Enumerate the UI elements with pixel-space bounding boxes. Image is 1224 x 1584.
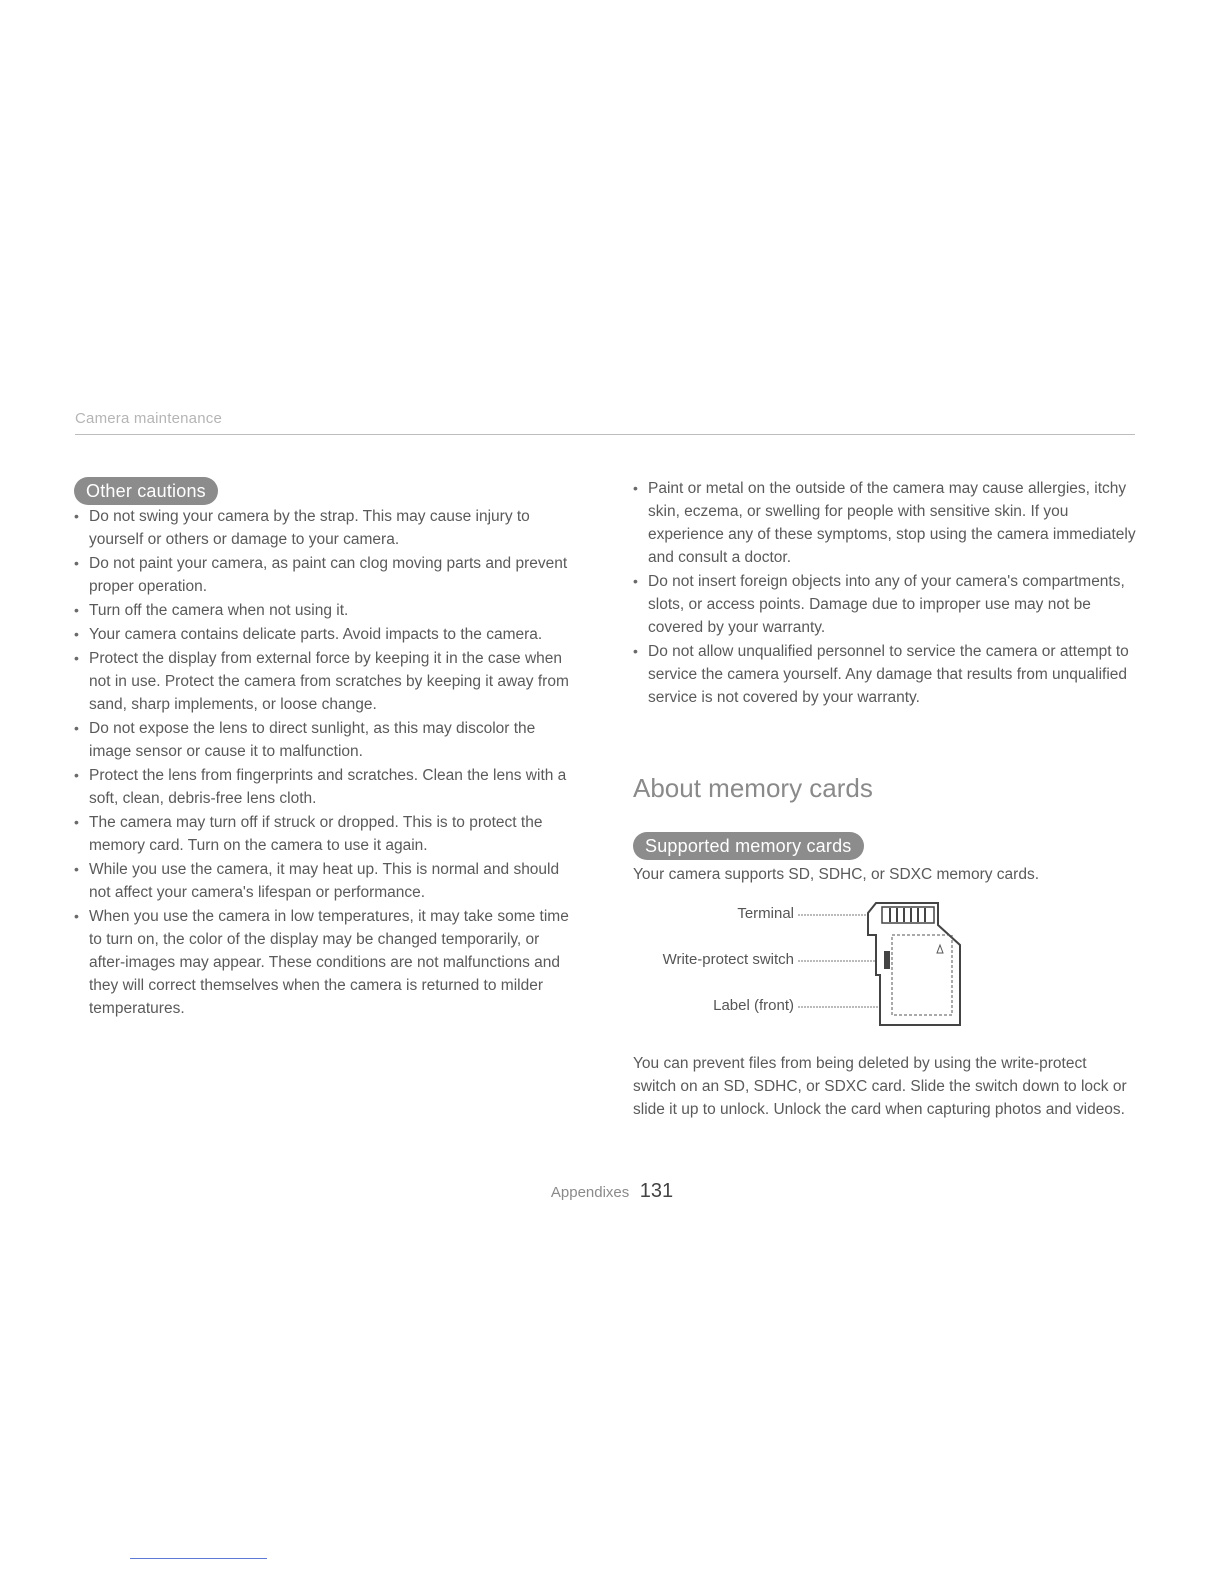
other-cautions-continued-list [633,477,1138,709]
bullet-icon: • [74,555,79,571]
bullet-icon: • [633,573,638,589]
bullet-icon: • [74,908,79,924]
bullet-icon: • [74,814,79,830]
list-item: • When you use the camera in low temperatures, it may take some time to turn on, the color of the display may be changed temporarily, or after-images may appear. These conditions are not malfunctions and they will correct themselves when the camera is returned to milder temperatures. [74,905,574,1020]
other-cautions-list [74,505,574,1020]
list-item: • While you use the camera, it may heat up. This is normal and should not affect your camera's lifespan or performance. [74,858,574,904]
bullet-icon: • [633,643,638,659]
list-item: • The camera may turn off if struck or dropped. This is to protect the memory card. Turn on the camera to use it again. [74,811,574,857]
supported-cards-heading: Supported memory cards [633,832,864,860]
label-front-label: Label (front) [713,997,794,1014]
terminal-label: Terminal [737,905,794,922]
bullet-icon: • [74,767,79,783]
bullet-icon: • [74,861,79,877]
list-item: • Protect the lens from fingerprints and scratches. Clean the lens with a soft, clean, debris-free lens cloth. [74,764,574,810]
memory-body: You can prevent files from being deleted by using the write-protect switch on an SD, SDHC, or SDXC card. Slide the switch down to lock or slide it up to unlock. Unlock the card when capturing photos and videos. [633,1055,1127,1118]
bullet-icon: • [74,626,79,642]
header-title: Camera maintenance [75,410,223,427]
write-protect-switch-icon [884,951,890,969]
sd-card-illustration [640,895,980,1030]
list-item: • Do not swing your camera by the strap. This may cause injury to yourself or others or damage to your camera. [74,505,574,551]
left-column [74,477,574,1021]
other-cautions-heading: Other cautions [74,477,218,505]
list-item: • Do not allow unqualified personnel to service the camera or attempt to service the camera yourself. Any damage that results from unqualified service is not covered by your warranty. [633,640,1138,709]
bullet-icon: • [633,480,638,496]
footer-section: Appendixes [550,1184,630,1201]
memory-intro: Your camera supports SD, SDHC, or SDXC memory cards. [633,866,1039,883]
sd-card-diagram [640,895,980,1030]
list-item: • Turn off the camera when not using it. [74,599,574,622]
list-item: • Do not expose the lens to direct sunlight, as this may discolor the image sensor or cause it to malfunction. [74,717,574,763]
list-item: • Do not insert foreign objects into any of your camera's compartments, slots, or access points. Damage due to improper use may not be covered by your warranty. [633,570,1138,639]
bullet-icon: • [74,602,79,618]
bullet-icon: • [74,650,79,666]
running-header [75,410,1135,435]
list-item: • Protect the display from external force by keeping it in the case when not in use. Protect the camera from scratches by keeping it away from sand, sharp implements, or loose change. [74,647,574,716]
bullet-icon: • [74,508,79,524]
bullet-icon: • [74,720,79,736]
list-item: • Do not paint your camera, as paint can clog moving parts and prevent proper operation. [74,552,574,598]
right-column [633,477,1138,710]
write-protect-label: Write-protect switch [662,951,794,968]
list-item: • Your camera contains delicate parts. Avoid impacts to the camera. [74,623,574,646]
page-footer [0,1180,1224,1203]
decorative-line [130,1558,267,1559]
section-title: About memory cards [633,773,873,803]
list-item: • Paint or metal on the outside of the camera may cause allergies, itchy skin, eczema, or swelling for people with sensitive skin. If you experience any of these symptoms, stop using the camera immediately and consult a doctor. [633,477,1138,569]
page-number: 131 [639,1180,674,1202]
supported-cards-heading-wrap [633,832,864,860]
